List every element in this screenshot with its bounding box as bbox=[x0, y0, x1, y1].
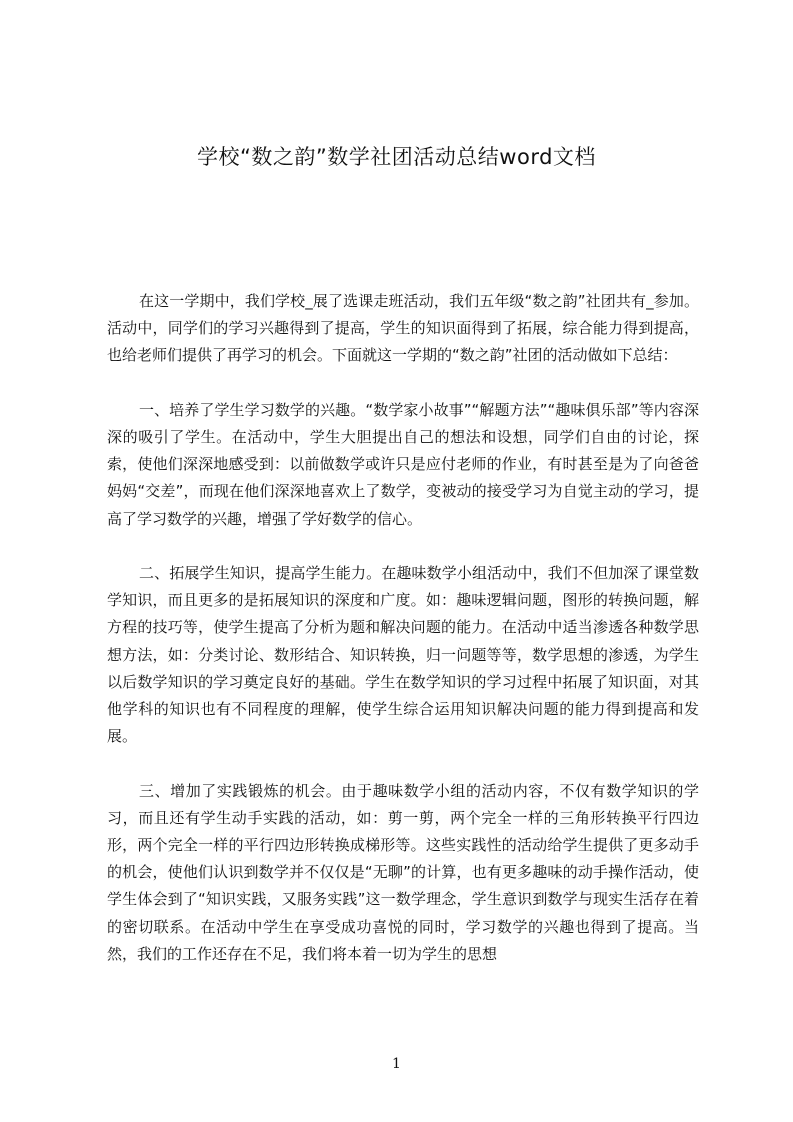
document-body bbox=[107, 288, 699, 995]
paragraph-practice: 三、增加了实践锻炼的机会。由于趣味数学小组的活动内容，不仅有数学知识的学习，而且还有学生动手实践的活动，如：剪一剪，两个完全一样的三角形转换平行四边形，两个完全一样的平行四边形转换成梯形等。这些实践性的活动给学生提供了更多动手的机会，使他们认识到数学并不仅仅是“无聊”的计算，也有更多趣味的动手操作活动，使学生体会到了“知识实践，又服务实践”这一数学理念，学生意识到数学与现实生活存在着的密切联系。在活动中学生在享受成功喜悦的同时，学习数学的兴趣也得到了提高。当然，我们的工作还存在不足，我们将本着一切为学生的思想 bbox=[107, 781, 699, 963]
page-number: 1 bbox=[392, 1056, 401, 1072]
paragraph-knowledge: 二、拓展学生知识，提高学生能力。在趣味数学小组活动中，我们不但加深了课堂数学知识，而且更多的是拓展知识的深度和广度。如：趣味逻辑问题，图形的转换问题，解方程的技巧等，使学生提高了分析为题和解决问题的能力。在活动中适当渗透各种数学思想方法，如：分类讨论、数形结合、知识转换，归一问题等等，数学思想的渗透，为学生以后数学知识的学习奠定良好的基础。学生在数学知识的学习过程中拓展了知识面，对其他学科的知识也有不同程度的理解，使学生综合运用知识解决问题的能力得到提高和发展。 bbox=[107, 564, 699, 746]
paragraph-intro: 在这一学期中，我们学校_展了选课走班活动，我们五年级“数之韵”社团共有_参加。活动中，同学们的学习兴趣得到了提高，学生的知识面得到了拓展，综合能力得到提高，也给老师们提供了再学习的机会。下面就这一学期的“数之韵”社团的活动做如下总结： bbox=[107, 292, 699, 365]
paragraph-interest: 一、培养了学生学习数学的兴趣。“数学家小故事”“解题方法”“趣味俱乐部”等内容深深的吸引了学生。在活动中，学生大胆提出自己的想法和设想，同学们自由的讨论，探索，使他们深深地感受到：以前做数学或许只是应付老师的作业，有时甚至是为了向爸爸妈妈“交差”，而现在他们深深地喜欢上了数学，变被动的接受学习为自觉主动的学习，提高了学习数学的兴趣，增强了学好数学的信心。 bbox=[107, 400, 699, 528]
document-title: 学校“数之韵”数学社团活动总结word文档 bbox=[197, 145, 596, 169]
